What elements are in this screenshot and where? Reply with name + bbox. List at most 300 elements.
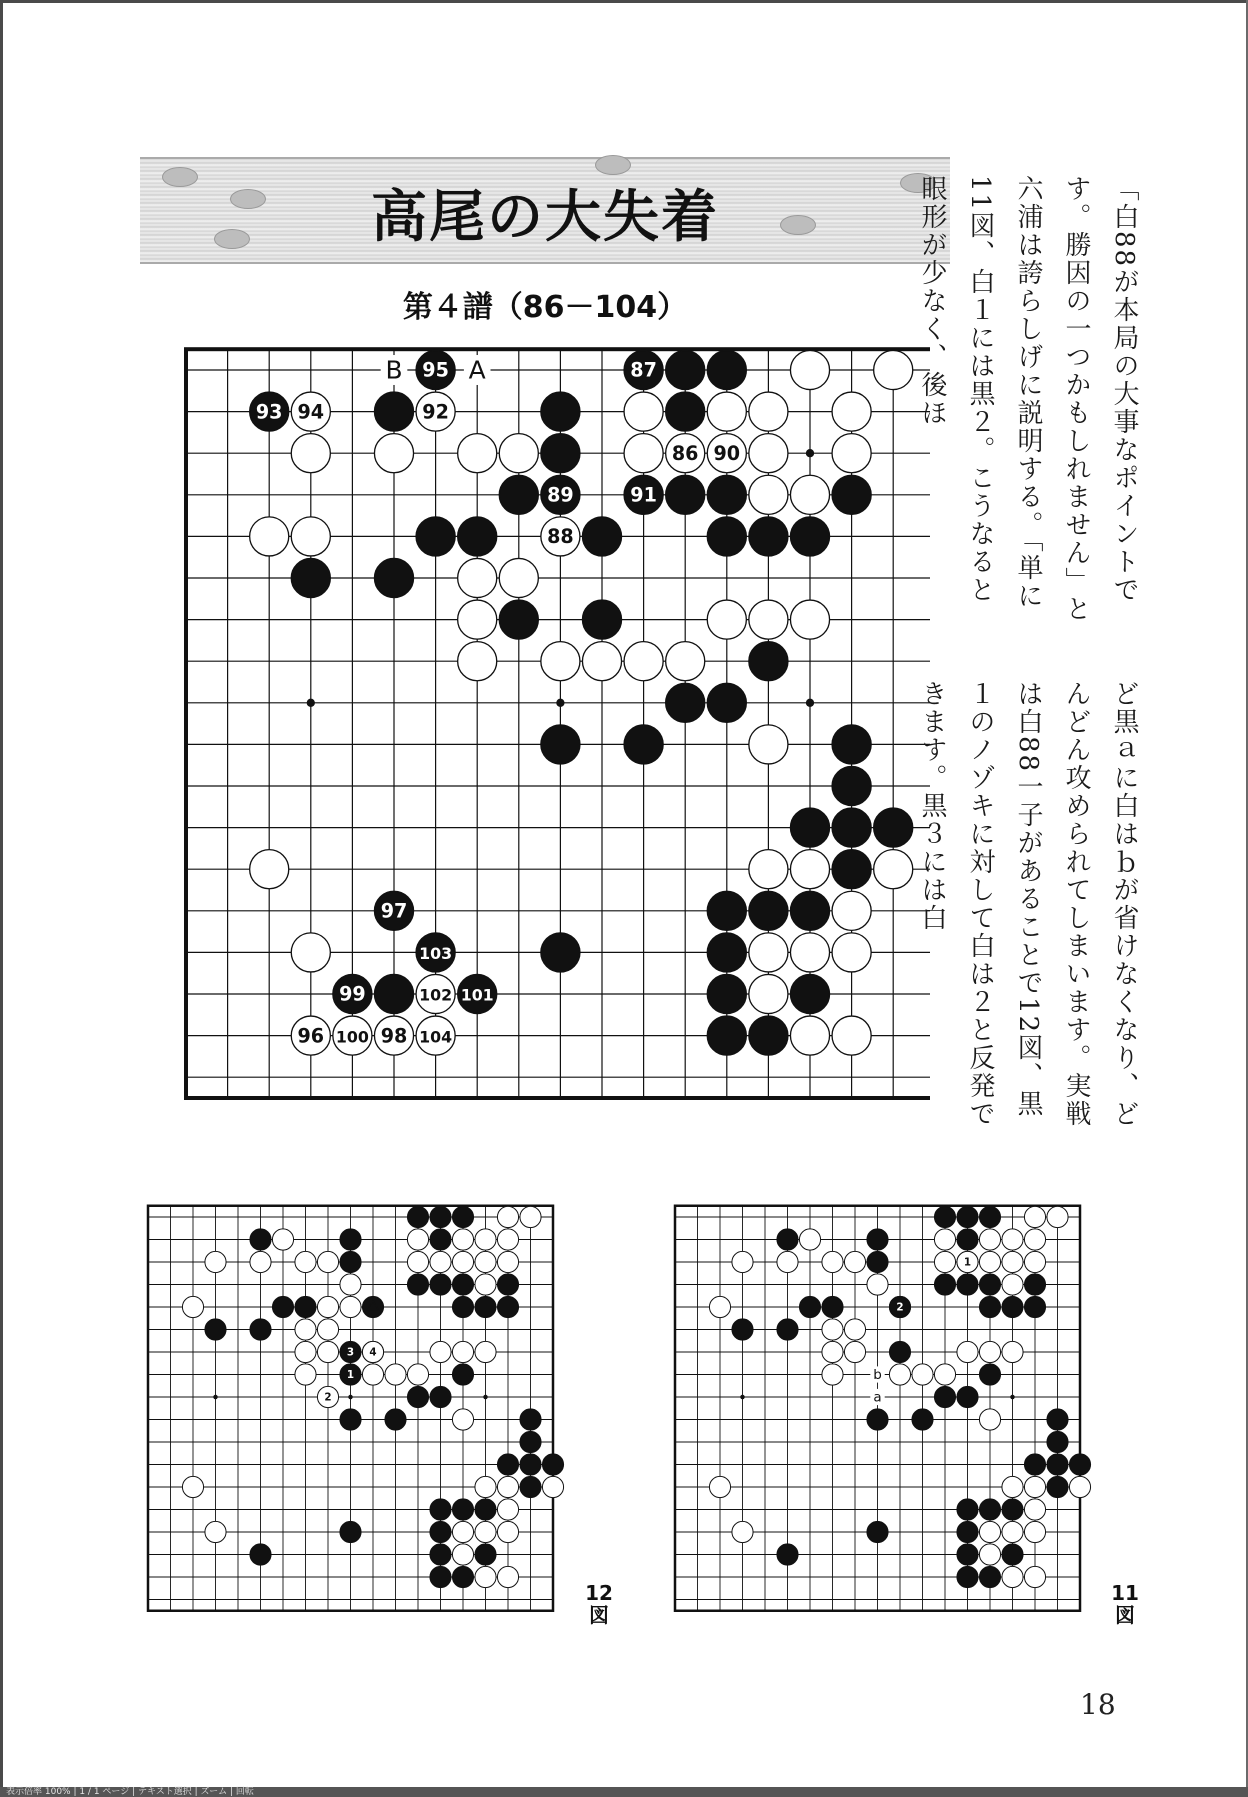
white-stone: [624, 392, 663, 431]
white-stone: [317, 1319, 338, 1340]
white-stone: [205, 1521, 226, 1542]
move-number-label: 103: [419, 944, 453, 964]
white-stone: [458, 642, 497, 681]
star-point-icon: [348, 1395, 353, 1400]
black-stone: [205, 1319, 226, 1340]
black-stone: [707, 974, 746, 1013]
white-stone: [362, 1364, 383, 1385]
board-letter-label: A: [468, 355, 486, 385]
white-stone: [497, 1521, 518, 1542]
black-stone: [867, 1251, 888, 1272]
white-stone: [475, 1251, 496, 1272]
black-stone: [430, 1206, 451, 1227]
diagram-11-label-number: 11: [1111, 1581, 1139, 1605]
white-stone: [497, 1476, 518, 1497]
black-stone: [957, 1499, 978, 1520]
move-number-label: 2: [324, 1391, 332, 1404]
white-stone: [707, 392, 746, 431]
black-stone: [867, 1229, 888, 1250]
white-stone: [1024, 1521, 1045, 1542]
move-number-label: 101: [460, 985, 494, 1005]
white-stone: [499, 434, 538, 473]
black-stone: [541, 392, 580, 431]
black-stone: [430, 1274, 451, 1295]
black-stone: [520, 1409, 541, 1430]
black-stone: [790, 891, 829, 930]
black-stone: [790, 808, 829, 847]
black-stone: [340, 1251, 361, 1272]
black-stone: [749, 891, 788, 930]
white-stone: [822, 1364, 843, 1385]
black-stone: [749, 642, 788, 681]
black-stone: [430, 1566, 451, 1587]
white-stone: [499, 558, 538, 597]
black-stone: [430, 1521, 451, 1542]
black-stone: [957, 1229, 978, 1250]
move-number-label: 95: [422, 358, 449, 382]
white-stone: [957, 1341, 978, 1362]
game-record-subtitle: 第４譜（86－104）: [402, 290, 688, 325]
white-stone: [475, 1521, 496, 1542]
title-banner: [140, 157, 950, 264]
black-stone: [497, 1454, 518, 1475]
black-stone: [295, 1296, 316, 1317]
white-stone: [874, 350, 913, 389]
diagram-11-go-board: [663, 1195, 1093, 1625]
white-stone: [749, 600, 788, 639]
white-stone: [250, 517, 289, 556]
black-stone: [979, 1274, 1000, 1295]
move-number-label: 1: [346, 1369, 355, 1382]
white-stone: [934, 1229, 955, 1250]
white-stone: [291, 933, 330, 972]
black-stone: [541, 434, 580, 473]
black-stone: [499, 475, 538, 514]
move-number-label: 104: [419, 1027, 453, 1047]
white-stone: [979, 1409, 1000, 1430]
white-stone: [979, 1521, 1000, 1542]
black-stone: [1002, 1296, 1023, 1317]
white-stone: [497, 1251, 518, 1272]
black-stone: [1047, 1454, 1068, 1475]
black-stone: [250, 1544, 271, 1565]
white-stone: [934, 1364, 955, 1385]
black-stone: [822, 1296, 843, 1317]
white-stone: [205, 1251, 226, 1272]
black-stone: [374, 558, 413, 597]
white-stone: [497, 1206, 518, 1227]
white-stone: [790, 1016, 829, 1055]
white-stone: [458, 600, 497, 639]
white-stone: [707, 600, 746, 639]
diagram-11-label: [1108, 1582, 1142, 1626]
black-stone: [407, 1386, 428, 1407]
star-point-icon: [307, 699, 315, 707]
white-stone: [822, 1341, 843, 1362]
white-stone: [452, 1409, 473, 1430]
black-stone: [475, 1296, 496, 1317]
black-stone: [707, 1016, 746, 1055]
commentary-lower: ど黒ａに白はｂが省けなくなり、どんどん攻められてしまいます。実戦は白88一子があることで12図、黒１のノゾキに対して白は２と反発できます。黒３には白: [917, 680, 1139, 1128]
white-stone: [1024, 1206, 1045, 1227]
white-stone: [624, 642, 663, 681]
black-stone: [1069, 1454, 1090, 1475]
white-stone: [295, 1364, 316, 1385]
black-stone: [452, 1206, 473, 1227]
white-stone: [272, 1229, 293, 1250]
black-stone: [957, 1274, 978, 1295]
black-stone: [1047, 1409, 1068, 1430]
star-point-icon: [1010, 1395, 1015, 1400]
black-stone: [291, 558, 330, 597]
white-stone: [295, 1319, 316, 1340]
white-stone: [832, 891, 871, 930]
star-point-icon: [483, 1395, 488, 1400]
black-stone: [1024, 1454, 1045, 1475]
black-stone: [777, 1229, 798, 1250]
black-stone: [749, 1016, 788, 1055]
black-stone: [707, 933, 746, 972]
white-stone: [475, 1274, 496, 1295]
white-stone: [832, 392, 871, 431]
white-stone: [912, 1364, 933, 1385]
black-stone: [707, 683, 746, 722]
black-stone: [749, 517, 788, 556]
white-stone: [452, 1341, 473, 1362]
black-stone: [452, 1296, 473, 1317]
main-go-board: [170, 340, 930, 1100]
black-stone: [624, 725, 663, 764]
white-stone: [979, 1341, 1000, 1362]
board-letter-label: B: [385, 355, 403, 385]
black-stone: [385, 1409, 406, 1430]
black-stone: [777, 1544, 798, 1565]
black-stone: [542, 1454, 563, 1475]
black-stone: [867, 1521, 888, 1542]
move-number-label: 86: [671, 441, 699, 465]
black-stone: [452, 1364, 473, 1385]
black-stone: [475, 1544, 496, 1565]
white-stone: [1069, 1476, 1090, 1497]
white-stone: [889, 1364, 910, 1385]
white-stone: [458, 434, 497, 473]
black-stone: [430, 1544, 451, 1565]
black-stone: [520, 1476, 541, 1497]
star-point-icon: [806, 699, 814, 707]
white-stone: [867, 1274, 888, 1295]
white-stone: [709, 1296, 730, 1317]
chapter-title: 高尾の大失着: [371, 184, 719, 250]
white-stone: [317, 1341, 338, 1362]
page-number: 18: [1080, 1688, 1116, 1721]
white-stone: [250, 850, 289, 889]
black-stone: [452, 1566, 473, 1587]
white-stone: [979, 1229, 1000, 1250]
white-stone: [582, 642, 621, 681]
white-stone: [340, 1274, 361, 1295]
black-stone: [582, 517, 621, 556]
black-stone: [452, 1274, 473, 1295]
black-stone: [340, 1229, 361, 1250]
black-stone: [832, 808, 871, 847]
white-stone: [497, 1499, 518, 1520]
white-stone: [1024, 1566, 1045, 1587]
white-stone: [250, 1251, 271, 1272]
black-stone: [497, 1296, 518, 1317]
status-text: 表示倍率 100% | 1 / 1 ページ | テキスト選択 | ズーム | 回転: [6, 1787, 254, 1797]
black-stone: [957, 1544, 978, 1565]
black-stone: [497, 1274, 518, 1295]
black-stone: [407, 1274, 428, 1295]
black-stone: [520, 1431, 541, 1452]
white-stone: [295, 1341, 316, 1362]
black-stone: [374, 392, 413, 431]
white-stone: [374, 434, 413, 473]
white-stone: [182, 1476, 203, 1497]
move-number-label: 88: [547, 525, 574, 549]
white-stone: [1002, 1229, 1023, 1250]
white-stone: [497, 1566, 518, 1587]
white-stone: [1047, 1206, 1068, 1227]
white-stone: [458, 558, 497, 597]
black-stone: [957, 1386, 978, 1407]
white-stone: [452, 1229, 473, 1250]
black-stone: [979, 1364, 1000, 1385]
white-stone: [749, 434, 788, 473]
white-stone: [666, 642, 705, 681]
black-stone: [1002, 1499, 1023, 1520]
black-stone: [867, 1409, 888, 1430]
move-number-label: 3: [346, 1346, 355, 1359]
white-stone: [790, 933, 829, 972]
black-stone: [1047, 1431, 1068, 1452]
black-stone: [1002, 1544, 1023, 1565]
black-stone: [666, 350, 705, 389]
white-stone: [542, 1476, 563, 1497]
diagram-12-go-board: [136, 1195, 566, 1625]
white-stone: [979, 1251, 1000, 1272]
black-stone: [430, 1499, 451, 1520]
black-stone: [707, 350, 746, 389]
white-stone: [979, 1544, 1000, 1565]
black-stone: [874, 808, 913, 847]
black-stone: [707, 475, 746, 514]
white-stone: [497, 1229, 518, 1250]
white-stone: [790, 475, 829, 514]
white-stone: [1024, 1476, 1045, 1497]
black-stone: [832, 475, 871, 514]
black-stone: [912, 1409, 933, 1430]
move-number-label: 96: [297, 1024, 325, 1048]
black-stone: [1024, 1296, 1045, 1317]
black-stone: [541, 725, 580, 764]
white-stone: [407, 1229, 428, 1250]
white-stone: [317, 1251, 338, 1272]
diagram-12-label: [582, 1582, 616, 1626]
star-point-icon: [740, 1395, 745, 1400]
black-stone: [889, 1341, 910, 1362]
black-stone: [666, 683, 705, 722]
white-stone: [291, 434, 330, 473]
move-number-label: 94: [297, 400, 325, 424]
move-number-label: 92: [422, 400, 449, 424]
move-number-label: 99: [339, 982, 366, 1006]
white-stone: [749, 850, 788, 889]
white-stone: [790, 850, 829, 889]
move-number-label: 87: [630, 358, 657, 382]
white-stone: [874, 850, 913, 889]
white-stone: [749, 392, 788, 431]
black-stone: [979, 1499, 1000, 1520]
star-point-icon: [556, 699, 564, 707]
black-stone: [934, 1206, 955, 1227]
black-stone: [957, 1566, 978, 1587]
white-stone: [934, 1251, 955, 1272]
white-stone: [1002, 1521, 1023, 1542]
white-stone: [799, 1229, 820, 1250]
white-stone: [1002, 1566, 1023, 1587]
wood-knot-icon: [595, 155, 631, 175]
black-stone: [832, 850, 871, 889]
white-stone: [452, 1251, 473, 1272]
window-top-border: [0, 0, 1248, 3]
black-stone: [272, 1296, 293, 1317]
white-stone: [749, 725, 788, 764]
white-stone: [790, 350, 829, 389]
white-stone: [475, 1229, 496, 1250]
star-point-icon: [806, 449, 814, 457]
white-stone: [832, 933, 871, 972]
white-stone: [291, 517, 330, 556]
white-stone: [520, 1206, 541, 1227]
black-stone: [979, 1566, 1000, 1587]
black-stone: [430, 1229, 451, 1250]
black-stone: [475, 1499, 496, 1520]
board-letter-label: b: [873, 1367, 882, 1383]
white-stone: [832, 1016, 871, 1055]
white-stone: [541, 642, 580, 681]
move-number-label: 89: [547, 483, 574, 507]
white-stone: [452, 1544, 473, 1565]
move-number-label: 93: [255, 400, 283, 424]
black-stone: [790, 517, 829, 556]
white-stone: [777, 1251, 798, 1272]
black-stone: [957, 1521, 978, 1542]
white-stone: [822, 1319, 843, 1340]
black-stone: [407, 1206, 428, 1227]
white-stone: [1024, 1499, 1045, 1520]
black-stone: [666, 392, 705, 431]
white-stone: [182, 1296, 203, 1317]
black-stone: [777, 1319, 798, 1340]
window-left-border: [0, 0, 3, 1797]
black-stone: [799, 1296, 820, 1317]
white-stone: [749, 933, 788, 972]
black-stone: [430, 1386, 451, 1407]
move-number-label: 98: [380, 1024, 408, 1048]
move-number-label: 4: [369, 1346, 377, 1359]
white-stone: [822, 1251, 843, 1272]
black-stone: [340, 1409, 361, 1430]
white-stone: [295, 1251, 316, 1272]
board-letter-label: a: [873, 1389, 882, 1406]
white-stone: [430, 1251, 451, 1272]
move-number-label: 102: [419, 985, 453, 1005]
diagram-12-label-number: 12: [585, 1581, 613, 1605]
black-stone: [666, 475, 705, 514]
black-stone: [1047, 1476, 1068, 1497]
white-stone: [1002, 1274, 1023, 1295]
white-stone: [844, 1319, 865, 1340]
white-stone: [832, 434, 871, 473]
black-stone: [934, 1386, 955, 1407]
white-stone: [452, 1521, 473, 1542]
white-stone: [732, 1521, 753, 1542]
black-stone: [458, 517, 497, 556]
white-stone: [709, 1476, 730, 1497]
white-stone: [844, 1341, 865, 1362]
status-bar: [0, 1787, 1248, 1797]
black-stone: [452, 1499, 473, 1520]
black-stone: [416, 517, 455, 556]
black-stone: [520, 1454, 541, 1475]
move-number-label: 91: [630, 483, 657, 507]
white-stone: [407, 1364, 428, 1385]
white-stone: [317, 1296, 338, 1317]
black-stone: [707, 517, 746, 556]
move-number-label: 97: [380, 899, 408, 923]
white-stone: [430, 1341, 451, 1362]
diagram-12-label-kanji: 図: [589, 1603, 609, 1627]
black-stone: [499, 600, 538, 639]
move-number-label: 90: [713, 441, 741, 465]
black-stone: [582, 600, 621, 639]
black-stone: [934, 1274, 955, 1295]
black-stone: [832, 725, 871, 764]
black-stone: [707, 891, 746, 930]
black-stone: [541, 933, 580, 972]
white-stone: [407, 1251, 428, 1272]
white-stone: [475, 1566, 496, 1587]
white-stone: [1024, 1251, 1045, 1272]
white-stone: [475, 1341, 496, 1362]
white-stone: [1002, 1341, 1023, 1362]
white-stone: [749, 974, 788, 1013]
white-stone: [749, 475, 788, 514]
white-stone: [385, 1364, 406, 1385]
move-number-label: 2: [896, 1301, 904, 1314]
black-stone: [1024, 1274, 1045, 1295]
star-point-icon: [213, 1395, 218, 1400]
white-stone: [1002, 1251, 1023, 1272]
white-stone: [844, 1251, 865, 1272]
move-number-label: 1: [963, 1256, 972, 1269]
black-stone: [957, 1206, 978, 1227]
black-stone: [250, 1319, 271, 1340]
black-stone: [250, 1229, 271, 1250]
black-stone: [374, 974, 413, 1013]
black-stone: [832, 766, 871, 805]
white-stone: [475, 1476, 496, 1497]
white-stone: [624, 434, 663, 473]
black-stone: [790, 974, 829, 1013]
white-stone: [790, 600, 829, 639]
diagram-11-label-kanji: 図: [1115, 1603, 1135, 1627]
white-stone: [1002, 1476, 1023, 1497]
white-stone: [340, 1296, 361, 1317]
black-stone: [979, 1296, 1000, 1317]
move-number-label: 100: [335, 1027, 369, 1047]
